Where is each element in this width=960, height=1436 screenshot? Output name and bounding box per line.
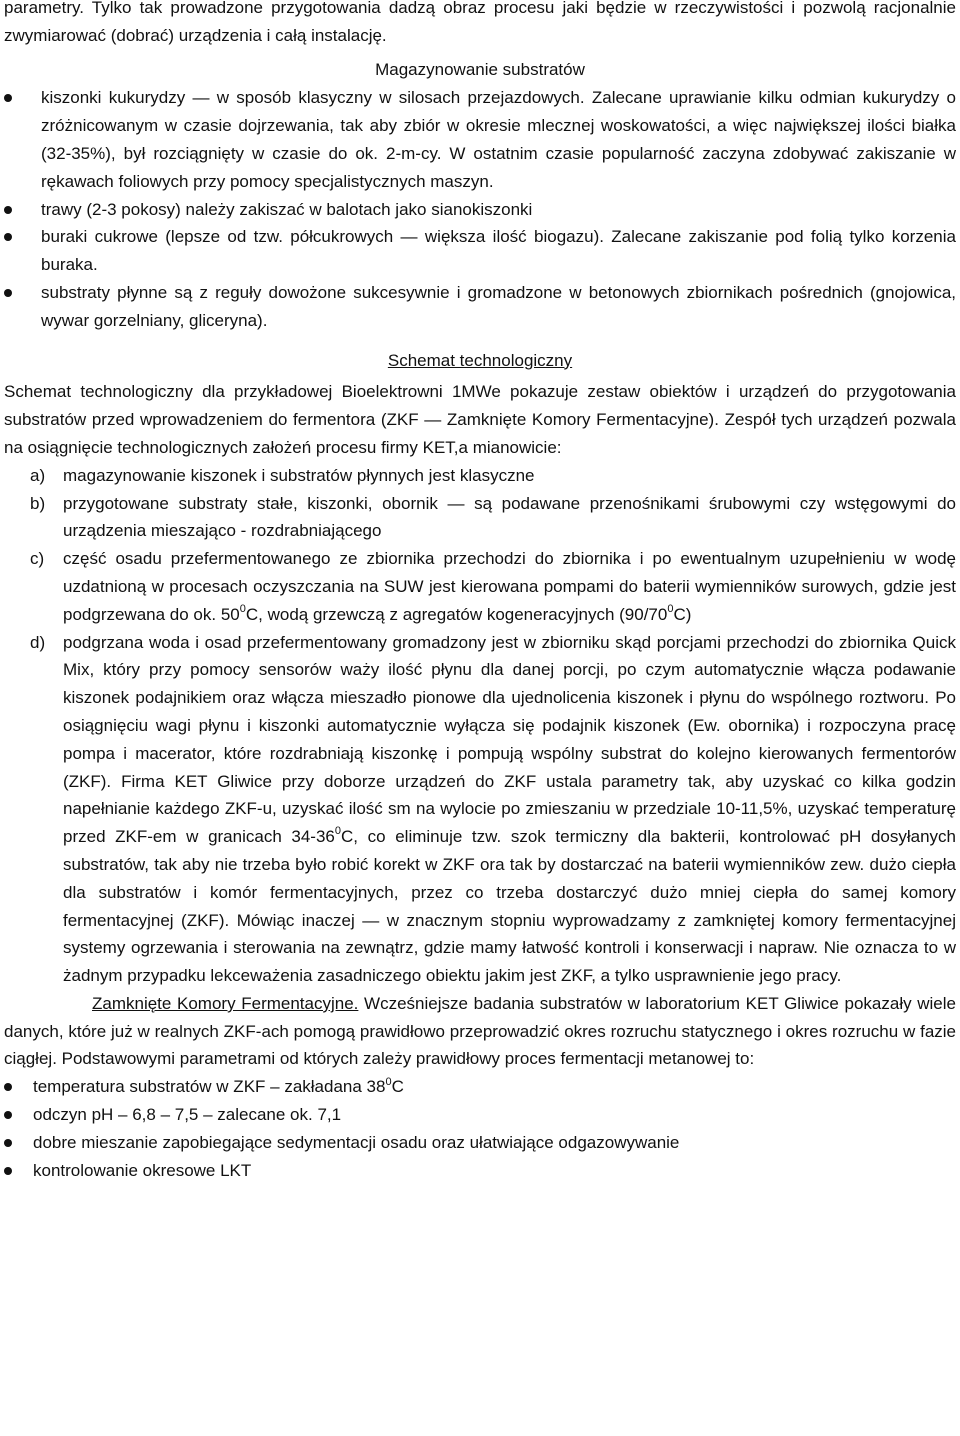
list-item: c) część osadu przefermentowanego ze zbiornika przechodzi do zbiornika i po ewentualnym uzupełnieniu w wodę uzdatnioną w procesach oczyszczania na SUW jest kierowana pompami do baterii wymienników surowych, gdzie jest podgrzewana do ok. $50^0C$, wodą grzewczą z agregatów kogeneracyjnych $(90/70^0C)$ [4,545,956,628]
list-item: buraki cukrowe (lepsze od tzw. półcukrowych — większa ilość biogazu). Zalecane zakiszanie pod folią tylko korzenia buraka. [4,223,956,279]
list-item: odczyn pH – 6,8 – 7,5 – zalecane ok. 7,1 [4,1101,956,1129]
bullet-icon [4,1167,12,1175]
list-item: b) przygotowane substraty stałe, kiszonki, obornik — są podawane przenośnikami śrubowymi czy wstęgowymi do urządzenia mieszająco - rozdrabniającego [4,490,956,546]
bullet-icon [4,94,12,102]
list-item: trawy (2-3 pokosy) należy zakiszać w balotach jako sianokiszonki [4,196,956,224]
zkf-paragraph: Zamknięte Komory Fermentacyjne. Wcześniejsze badania substratów w laboratorium KET Gliwice pokazały wiele danych, które już w realnych ZKF-ach pomogą prawidłowo przeprowadzić okres rozruchu statycznego i okres rozruchu w fazie ciągłej. Podstawowymi parametrami od których zależy prawidłowy proces fermentacji metanowej to: [4,993,956,1069]
list-item: temperatura substratów w ZKF – zakładana $38^0C$ [4,1073,956,1101]
bullet-icon [4,1139,12,1147]
list-item: substraty płynne są z reguły dowożone sukcesywnie i gromadzone w betonowych zbiornikach pośrednich (gnojowica, wywar gorzelniany, gliceryna). [4,279,956,335]
bullet-icon [4,289,12,297]
parameters-list [4,1073,956,1184]
bullet-icon [4,233,12,241]
list-item: kiszonki kukurydzy — w sposób klasyczny w silosach przejazdowych. Zalecane uprawianie kilku odmian kukurydzy o zróżnicowanym w czasie dojrzewania, tak aby zbiór w okresie mlecznej woskowatości, a więc największej ilości białka (32-35%), był rozciągnięty w czasie do ok. 2-m-cy. W ostatnim czasie popularność zaczyna zdobywać zakiszanie w rękawach foliowych przy pomocy specjalistycznych maszyn. [4,84,956,195]
storage-list [4,84,956,334]
scheme-paragraph: Schemat technologiczny dla przykładowej Bioelektrowni 1MWe pokazuje zestaw obiektów i urządzeń do przygotowania substratów przed wprowadzeniem do fermentora (ZKF — Zamknięte Komory Fermentacyjne). Zespół tych urządzeń pozwala na osiągnięcie technologicznych założeń procesu firmy KET,a mianowicie: [4,382,956,457]
step-marker: c) [30,549,45,569]
storage-heading: Magazynowanie substratów [375,59,585,79]
list-item: a) magazynowanie kiszonek i substratów płynnych jest klasyczne [4,462,956,490]
bullet-icon [4,206,12,214]
step-marker: b) [30,493,46,513]
bullet-icon [4,1083,12,1091]
step-marker: d) [30,632,46,652]
scheme-heading: Schemat technologiczny [387,350,573,370]
list-item: d) podgrzana woda i osad przefermentowany gromadzony jest w zbiorniku skąd porcjami przechodzi do zbiornika Quick Mix, który przy pomocy sensorów waży ilość płynu dla danej porcji, po czym automatycznie włącza podawanie kiszonek podajnikiem oraz włącza mieszadło pionowe dla ujednolicenia kiszonek i płynu do wspólnego roztworu. Po osiągnięciu wagi płynu i kiszonki automatycznie wyłącza się podajnik kiszonek (Ew. obornika) i rozpoczyna pracę pompa i macerator, które rozdrabniają kiszonkę i pompują wspólny substrat do kolejno kierowanych fermentorów (ZKF). Firma KET Gliwice przy doborze urządzeń do ZKF ustala parametry tak, aby uzyskać co kilka godzin napełnianie każdego ZKF-u, uzyskać ilość sm na wylocie po zmieszaniu w przedziale 10-11,5%, uzyskać temperaturę przed ZKF-em w granicach $34-36^0C$, co eliminuje tzw. szok termiczny dla bakterii, kontrolować pH dosyłanych substratów, tak aby nie trzeba było robić korekt w ZKF ora tak by dostarczać na baterii wymienników zew. dużo ciepła dla substratów i komór fermentacyjnych, przez co trzeba dostarczyć dużo mniej ciepła do samej komory fermentacyjnej (ZKF). Mówiąc inaczej — w znacznym stopniu wyprowadzamy z zamkniętej komory fermentacyjnej systemy ogrzewania i sterowania na zewnątrz, gdzie mamy łatwość kontroli i konserwacji i napraw. Nie oznacza to w żadnym przypadku lekceważenia zasadniczego obiektu jakim jest ZKF, a tylko usprawnienie jego pracy. [4,629,956,990]
bullet-icon [4,1111,12,1119]
intro-paragraph: parametry. Tylko tak prowadzone przygotowania dadzą obraz procesu jaki będzie w rzeczywistości i pozwolą racjonalnie zwymiarować (dobrać) urządzenia i całą instalację. [4,0,956,45]
zkf-title: Zamknięte Komory Fermentacyjne. [92,993,359,1013]
scheme-steps [4,462,956,990]
list-item: kontrolowanie okresowe LKT [4,1157,956,1185]
step-marker: a) [30,465,46,485]
list-item: dobre mieszanie zapobiegające sedymentacji osadu oraz ułatwiające odgazowywanie [4,1129,956,1157]
